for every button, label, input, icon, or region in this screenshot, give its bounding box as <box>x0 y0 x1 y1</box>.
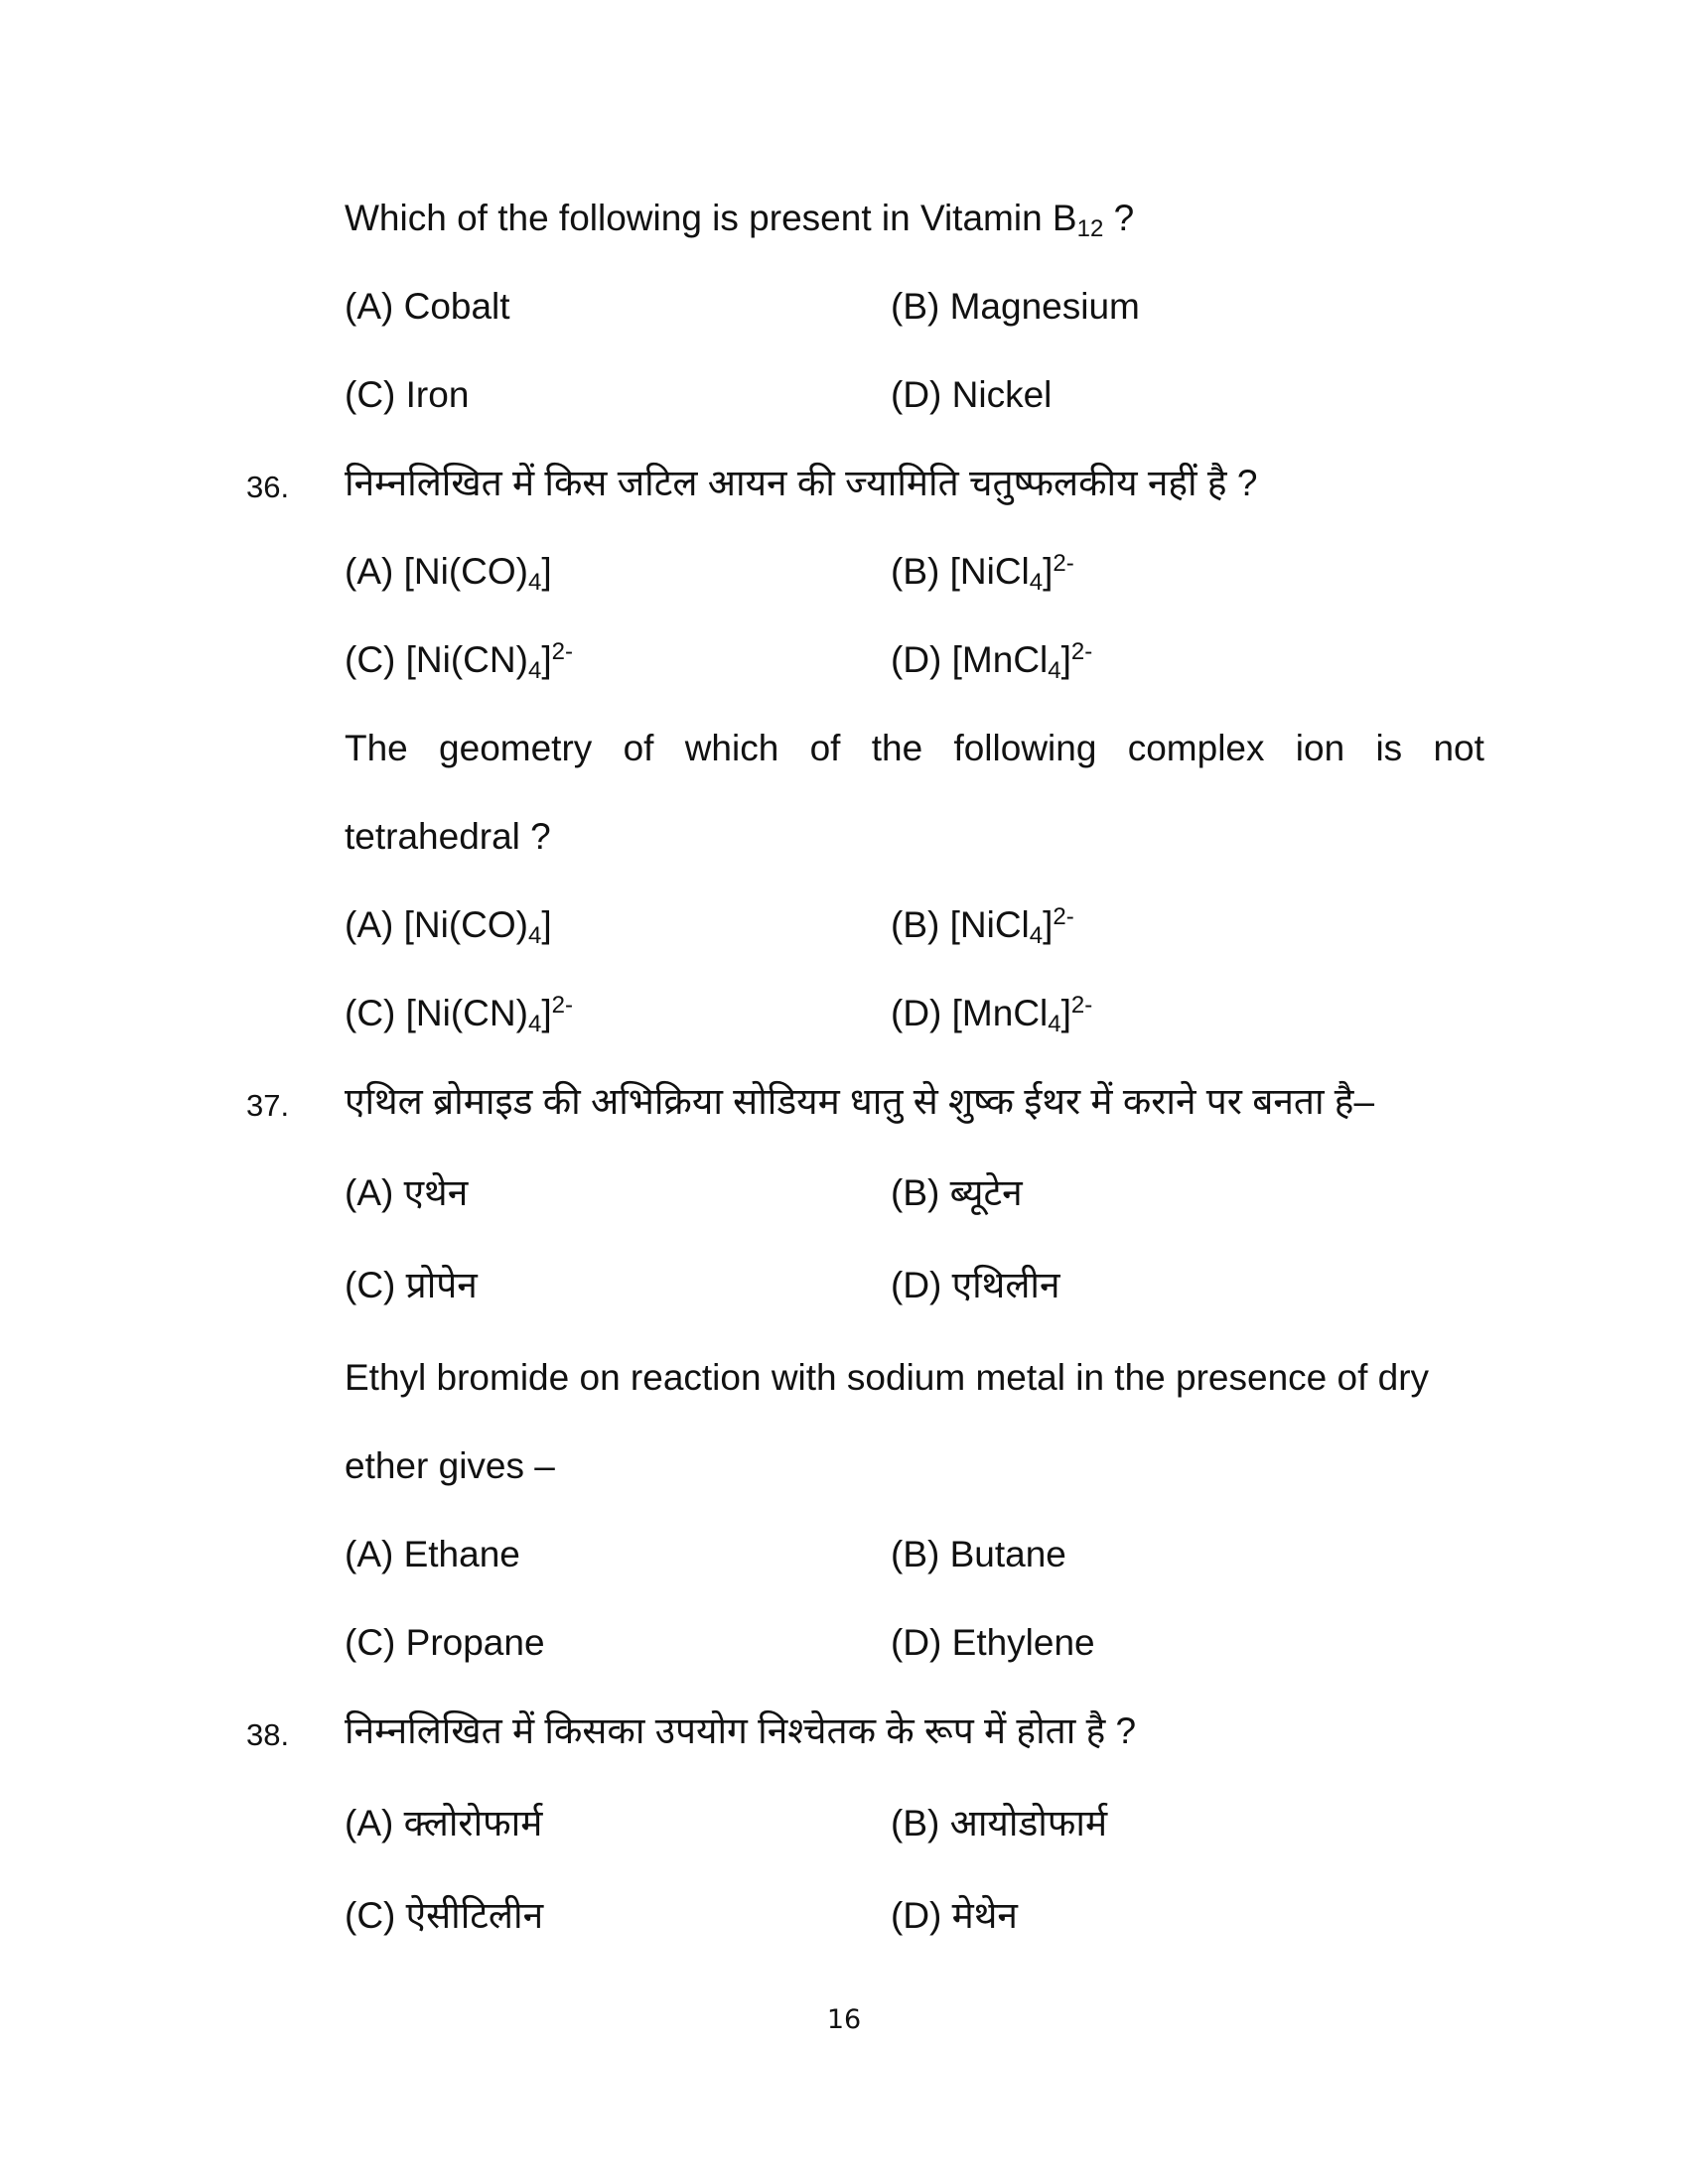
q36-en-option-b: (B) [NiCl$_4$]$^{2-}$ <box>891 903 1074 949</box>
q37-en-option-d: (D) Ethylene <box>891 1622 1095 1663</box>
q36-question-hi: निम्नलिखित में किस जटिल आयन की ज्यामिति चतुष्फलकीय नहीं है ? <box>345 463 1258 503</box>
q38-option-c: (C) ऐसीटिलीन <box>345 1895 544 1936</box>
q37-hi-option-d: (D) एथिलीन <box>891 1265 1060 1305</box>
q37-question-en-line2: ether gives – <box>345 1445 555 1486</box>
q36-question-en-line1: The geometry of which of the following complex ion is not <box>345 728 1484 768</box>
q37-hi-option-a: (A) एथेन <box>345 1172 469 1213</box>
page-number: 16 <box>826 2004 862 2035</box>
q38-option-a: (A) क्लोरोफार्म <box>345 1803 543 1843</box>
q37-number: 37. <box>246 1088 290 1123</box>
q35-option-b: (B) Magnesium <box>891 286 1140 327</box>
q36-hi-option-a: (A) $[Ni(CO)_4]$ <box>345 551 552 596</box>
q36-number: 36. <box>246 470 290 504</box>
q37-en-option-c: (C) Propane <box>345 1622 545 1663</box>
q37-question-en-line1: Ethyl bromide on reaction with sodium metal in the presence of dry <box>345 1357 1430 1398</box>
q38-number: 38. <box>246 1717 290 1752</box>
q36-en-option-a: (A) $[Ni(CO)_4]$ <box>345 904 552 949</box>
q36-question-en-line2: tetrahedral ? <box>345 816 551 857</box>
q35-option-d: (D) Nickel <box>891 374 1053 415</box>
q35-option-c: (C) Iron <box>345 374 470 415</box>
q36-hi-option-c: (C) $[Ni(CN)_4]^{2-}$ <box>345 638 573 684</box>
q38-question-hi: निम्नलिखित में किसका उपयोग निश्चेतक के रूप में होता है ? <box>345 1710 1137 1751</box>
q37-en-option-a: (A) Ethane <box>345 1534 520 1574</box>
q37-hi-option-b: (B) ब्यूटेन <box>891 1172 1023 1213</box>
q36-en-option-d: (D) [MnCl$_4$]$^{2-}$ <box>891 992 1093 1037</box>
q35-option-a: (A) Cobalt <box>345 286 510 327</box>
q36-hi-option-b: (B) [NiCl$_4$]$^{2-}$ <box>891 550 1074 596</box>
q36-hi-option-d: (D) [MnCl$_4$]$^{2-}$ <box>891 638 1093 684</box>
q37-hi-option-c: (C) प्रोपेन <box>345 1265 478 1305</box>
q36-en-option-c: (C) $[Ni(CN)_4]^{2-}$ <box>345 992 573 1037</box>
q38-option-d: (D) मेथेन <box>891 1895 1018 1936</box>
q38-option-b: (B) आयोडोफार्म <box>891 1803 1108 1843</box>
q35-question-en: Which of the following is present in Vitamin $B_{12}$ ? <box>345 198 1135 242</box>
q37-en-option-b: (B) Butane <box>891 1534 1066 1574</box>
q37-question-hi: एथिल ब्रोमाइड की अभिक्रिया सोडियम धातु से शुष्क ईथर में कराने पर बनता है– <box>345 1081 1375 1122</box>
